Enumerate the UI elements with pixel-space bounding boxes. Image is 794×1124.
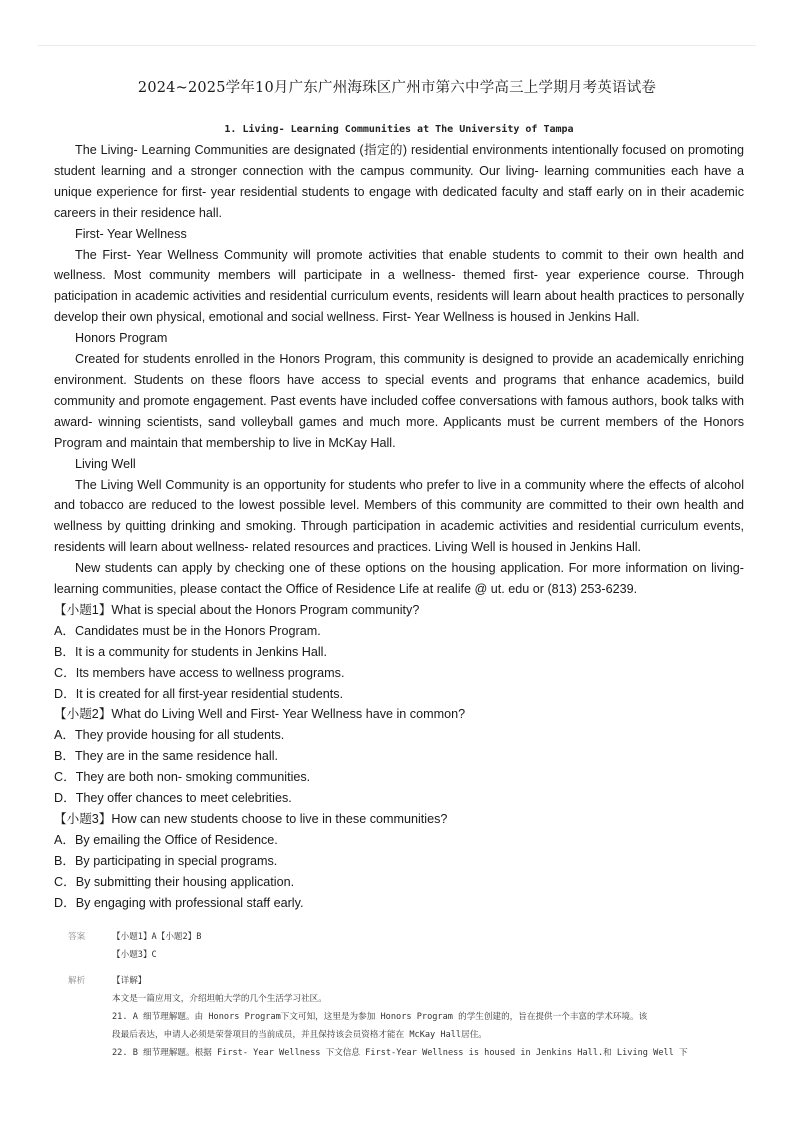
answer-block	[54, 928, 744, 964]
analysis-line-3: 段最后表达，申请人必须是荣誉项目的当前成员，并且保持该会员资格才能在 McKay Hall居住。	[112, 1029, 487, 1040]
option-a: A．Candidates must be in the Honors Program.	[54, 623, 321, 638]
answer-line-1: 【小题1】A【小题2】B	[112, 931, 202, 942]
option-d: D．It is created for all first-year residential students.	[54, 686, 344, 701]
paragraph-application: New students can apply by checking one of these options on the housing application. For more information on living- learning communities, please contact the Office of Residence Life at realife @ ut. edu or (813) 253-6239.	[54, 561, 744, 597]
answer-label: 答案	[68, 931, 86, 942]
option-c: C．They are both non- smoking communities.	[54, 770, 311, 785]
section-heading-first-year-wellness: First- Year Wellness	[75, 226, 187, 241]
section-heading-honors-program: Honors Program	[75, 331, 168, 346]
option-b: B．By participating in special programs.	[54, 853, 278, 868]
option-d: D．By engaging with professional staff early.	[54, 895, 304, 910]
exam-content	[54, 122, 744, 1062]
option-c: C．By submitting their housing application.	[54, 874, 295, 889]
page-title: 2024~2025学年10月广东广州海珠区广州市第六中学高三上学期月考英语试卷	[137, 80, 657, 96]
analysis-line-2: 21. A 细节理解题。由 Honors Program下文可知，这里是为参加 Honors Program 的学生创建的，旨在提供一个丰富的学术环境。该	[112, 1011, 648, 1022]
question-1	[54, 600, 744, 705]
answer-analysis-section	[54, 928, 744, 1062]
answer-line-2: 【小题3】C	[112, 949, 157, 960]
passage-intro: The Living- Learning Communities are designated (指定的) residential environments intentionally focused on promoting student learning and a stronger connection with the campus community. Our living- learning communities each have a unique experience for first- year residential students to engage with dedicated faculty and staff early on in their academic careers in their residence hall.	[54, 143, 744, 220]
analysis-heading: 【详解】	[112, 975, 147, 986]
paragraph-first-year-wellness: The First- Year Wellness Community will promote activities that enable students to commit to their own health and wellness. Most community members will participate in a wellness- themed first- year experience course. Through paticipation in academic activities and residential curriculum events, residents will learn about health practices to personally develop their own physical, emotional and social wellness. First- Year Wellness is housed in Jenkins Hall.	[54, 247, 744, 325]
question-stem: 【小题3】How can new students choose to live in these communities?	[54, 812, 448, 826]
option-a: A．They provide housing for all students.	[54, 728, 285, 743]
question-3	[54, 809, 744, 914]
option-d: D．They offer chances to meet celebrities.	[54, 791, 292, 806]
analysis-line-4: 22. B 细节理解题。根据 First- Year Wellness 下文信息 First-Year Wellness is housed in Jenkins Hall.和 Living Well 下	[112, 1047, 688, 1058]
paragraph-living-well: The Living Well Community is an opportunity for students who prefer to live in a community where the effects of alcohol and tobacco are reduced to the lowest possible level. Members of this community are committed to their own health and wellness by quitting drinking and smoking. Through participation in academic activities and residential curriculum events, residents will learn about wellness- related resources and practices. Living Well is housed in Jenkins Hall.	[54, 477, 744, 555]
option-a: A．By emailing the Office of Residence.	[54, 832, 278, 847]
passage-subtitle: 1. Living- Learning Communities at The University of Tampa	[224, 124, 574, 135]
analysis-label: 解析	[68, 975, 86, 986]
section-heading-living-well: Living Well	[75, 456, 136, 471]
option-b: B．It is a community for students in Jenkins Hall.	[54, 644, 327, 659]
question-stem: 【小题2】What do Living Well and First- Year Wellness have in common?	[54, 707, 466, 722]
analysis-line-1: 本文是一篇应用文，介绍坦帕大学的几个生活学习社区。	[112, 993, 327, 1004]
header-divider	[38, 45, 756, 46]
paragraph-honors-program: Created for students enrolled in the Honors Program, this community is designed to provide an academically enriching environment. Students on these floors have access to special events and programs that enhance academics, build community and promote engagement. Past events have included coffee conversations with famous authors, book talks with award- winning scientists, sand volleyball games and much more. Applicants must be current members of the Honors Program and maintain that membership to live in McKay Hall.	[54, 352, 744, 450]
option-c: C．Its members have access to wellness programs.	[54, 665, 345, 680]
question-stem: 【小题1】What is special about the Honors Program community?	[54, 602, 420, 617]
analysis-block	[54, 972, 744, 1062]
option-b: B．They are in the same residence hall.	[54, 749, 279, 764]
question-2	[54, 704, 744, 809]
